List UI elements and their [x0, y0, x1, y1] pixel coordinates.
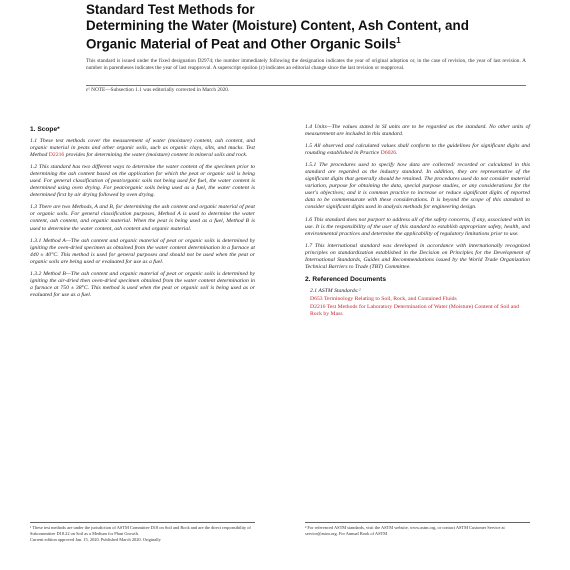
paragraph [30, 271, 255, 299]
section-heading: 1. Scope* [30, 126, 60, 133]
paragraph-text: 1.5 All observed and calculated values shall conform to the guidelines for significant digits and rounding established in Practice [305, 143, 530, 157]
title-line-2: Determining the Water (Moisture) Content, Ash Content, and [86, 17, 469, 33]
paragraph [305, 217, 530, 238]
paragraph-text: 1.3.1 Method A—The ash content and organic material of peat or organic soils is determined by igniting the oven-dried specimen as obtained from the water content determination in a furnace at 440 ± 40°C. This method is used for general purposes and should not be used when the peat or organic soils are being used or evaluated for use as a fuel. [30, 237, 255, 265]
reference-subheading: 2.1 ASTM Standards:² [310, 287, 361, 294]
designation-intro: This standard is issued under the fixed designation D2974; the number immediately following the designation indicates the year of original adoption or, in the case of revision, the year of last revision. A number in parentheses indicates the year of last reapproval. A superscript epsilon (ε) indicates an editorial change since the last revision or reapproval. [86, 58, 526, 71]
footnote-text: ² For referenced ASTM standards, visit the ASTM website, www.astm.org, or contact ASTM Customer Service at service@astm.org. For Annual Book of ASTM [305, 525, 505, 536]
footnote-left [30, 522, 255, 544]
paragraph-text: 1.4 Units—The values stated in SI units are to be regarded as the standard. No other units of measurement are included in this standard. [305, 124, 530, 138]
footnote-text: Current edition approved Jan. 15, 2020. Published March 2020. Originally [30, 537, 161, 543]
title-line-1: Standard Test Methods for [86, 2, 255, 17]
paragraph-text-tail: provides for determining the water (moisture) content in mineral soils and rock. [64, 152, 248, 159]
editorial-note: ε¹ NOTE—Subsection 1.1 was editorially corrected in March 2020. [86, 85, 526, 94]
paragraph [305, 243, 530, 271]
standard-link[interactable]: D6026 [380, 150, 397, 157]
reference-title: Terminology Relating to Soil, Rock, and Contained Fluids [322, 295, 457, 302]
paragraph-text: 1.5.1 The procedures used to specify how data are collected/ recorded or calculated in this standard are regarded as the industry standard. In addition, they are representative of the significant digits that generally should be retained. The procedures used do not consider material variation, purpose for obtaining the data, special purpose studies, or any considerations for the user's objectives; and it is common practice to increase or reduce significant digits of reported data to be commensurate with these considerations. It is beyond the scope of this standard to consider significant digits used in analysis methods for engineering design. [305, 162, 530, 211]
reference-title: Test Methods for Laboratory Determination of Water (Moisture) Content of Soil and Rock by Mass [310, 303, 520, 317]
title-footnote-mark: 1 [396, 36, 401, 45]
paragraph-text: 1.6 This standard does not purport to address all of the safety concerns, if any, associated with its use. It is the responsibility of the user of this standard to establish appropriate safety, health, and environmental practices and determine the applicability of regulatory limitations prior to use. [305, 216, 530, 237]
title-line-3-text: Organic Material of Peat and Other Organic Soils [86, 36, 397, 52]
paragraph [305, 124, 530, 138]
paragraph [305, 143, 530, 157]
footnote-right [305, 522, 530, 537]
paragraph-text: 1.3 There are two Methods, A and B, for determining the ash content and organic material of peat or organic soils. For general classification purposes, Method A is used to determine the water content, ash content, and organic material. When the peat is being used as a fuel, Method B is used to determine the water content, ash content and organic material. [30, 204, 255, 232]
standard-link[interactable]: D2216 [48, 152, 65, 159]
reference-item[interactable] [310, 296, 530, 303]
paragraph-text: 1.7 This international standard was developed in accordance with internationally recognized principles on standardization established in the Decision on Principles for the Development of International Standards, Guides and Recommendations issued by the World Trade Organization Technical Barriers to Trade (TBT) Committee. [305, 242, 530, 270]
section-heading: 2. Referenced Documents [305, 275, 386, 283]
paragraph [30, 238, 255, 266]
paragraph [305, 162, 530, 211]
title-line-3 [86, 33, 526, 52]
document-title [86, 2, 526, 52]
paragraph [30, 164, 255, 199]
paragraph [30, 138, 255, 159]
paragraph-text: 1.2 This standard has two different ways to determine the water content of the specimen prior to determining the ash content based on the application for which the peat or organic soil is being used. For general classification of peat/organic soils not being used for fuel, the water content is determined using oven drying. For peat/organic soils being used as a fuel, the water content is determined first by air drying followed by oven drying. [30, 164, 255, 199]
reference-code: D2216 [310, 303, 326, 310]
reference-code: D653 [310, 295, 323, 302]
left-column [30, 124, 255, 304]
footnote-text: ¹ These test methods are under the jurisdiction of ASTM Committee D18 on Soil and Rock and are the direct responsibility of Subcommittee D18.22 on Soil as a Medium for Plant Growth. [30, 525, 251, 536]
paragraph-text: 1.3.2 Method B—The ash content and organic material of peat or organic soils is determined by igniting the air-dried then oven-dried specimen obtained from the water content determination in a furnace at 750 ± 38°C. This method is used when the peat or organic soil is being used as or evaluated for use as a fuel. [30, 270, 255, 298]
reference-item[interactable] [310, 304, 530, 318]
paragraph-text: 1.1 These test methods cover the measurement of water (moisture) content, ash content, and organic material in peats and other organic soils, such as organic clays, silts, and mucks. Test Method [30, 138, 255, 159]
right-column [305, 124, 530, 319]
paragraph [30, 204, 255, 232]
paragraph-text-tail: . [396, 150, 398, 157]
